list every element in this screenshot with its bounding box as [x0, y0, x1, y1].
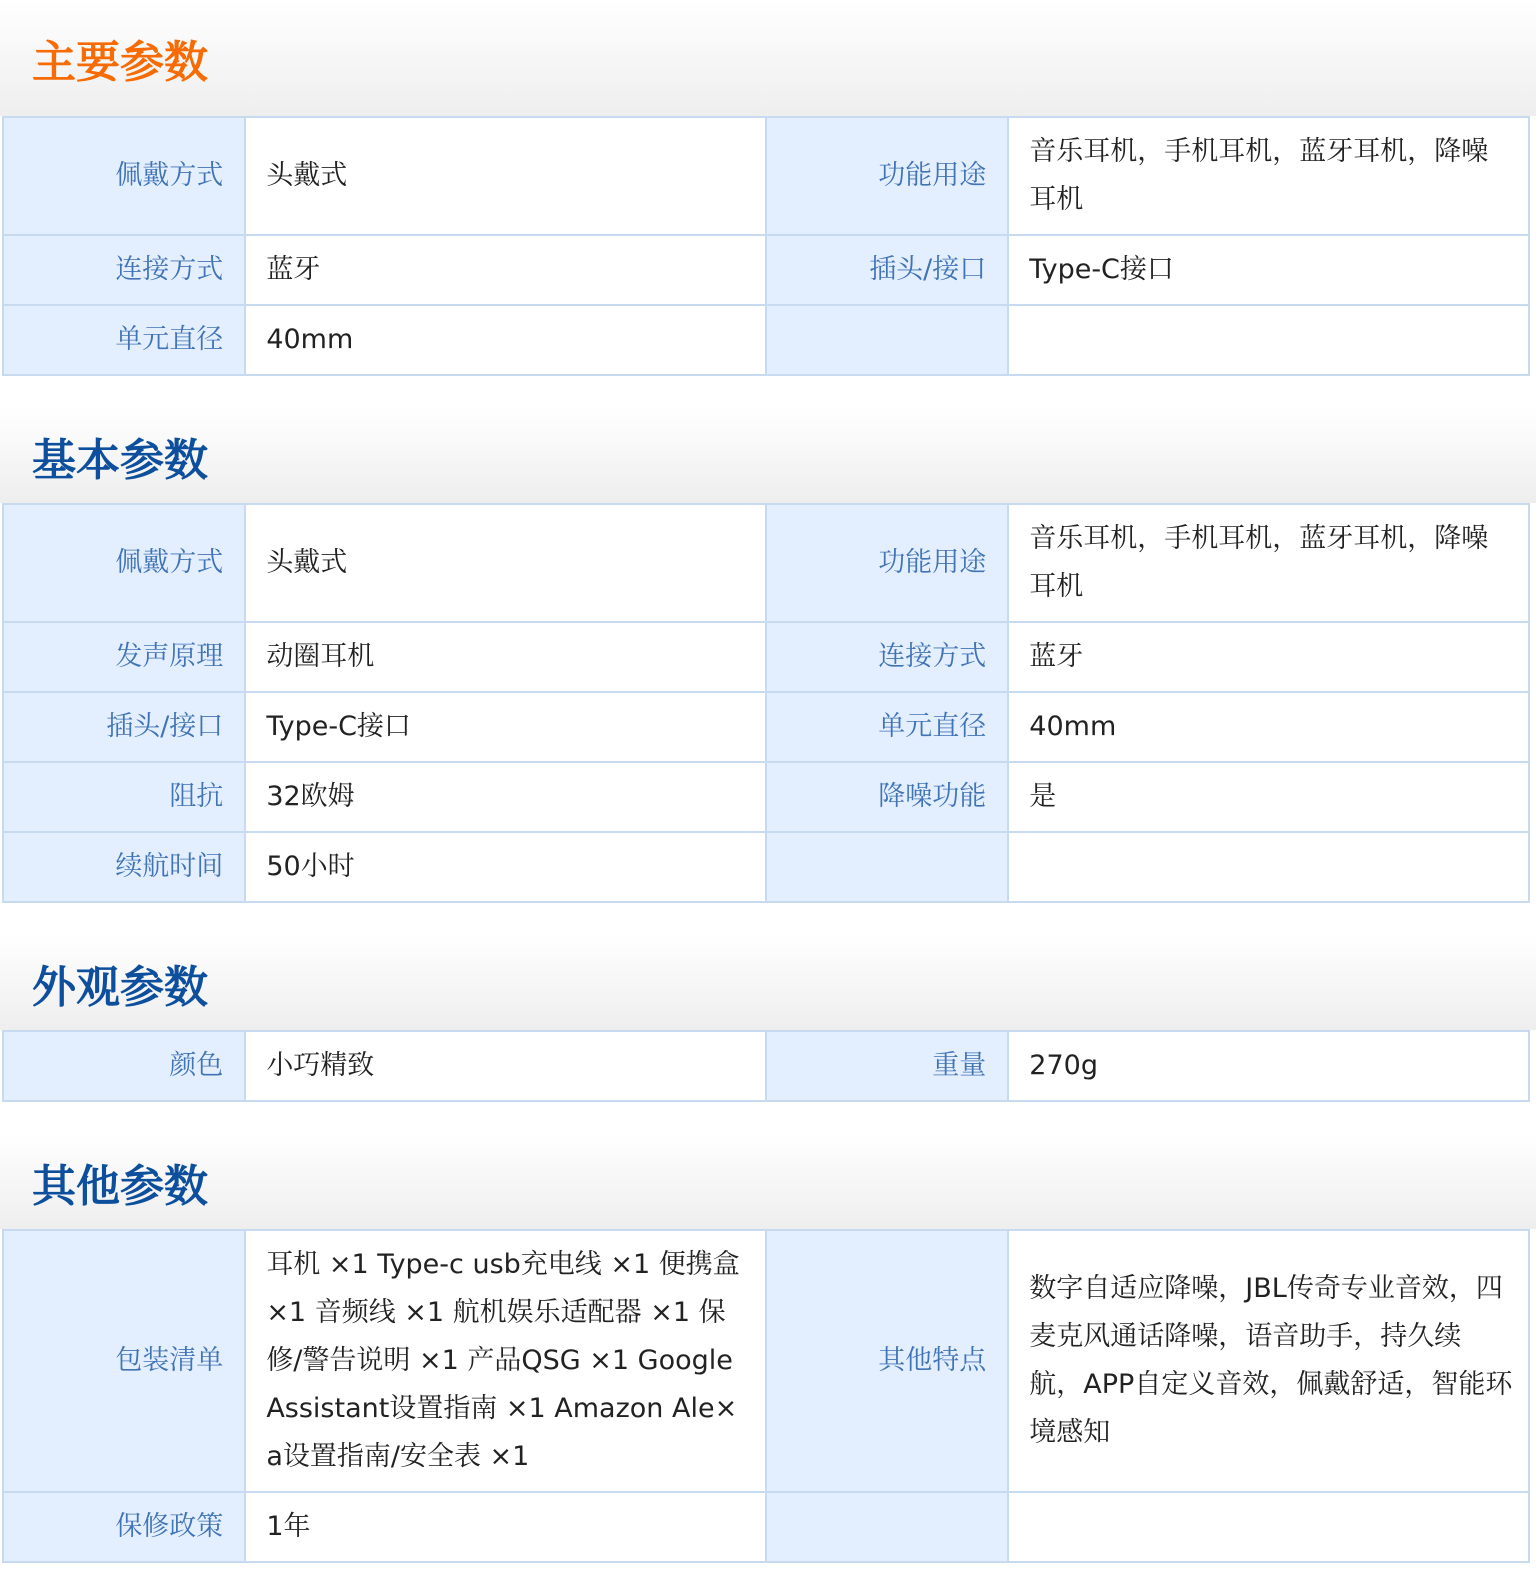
params-table-main: [2, 116, 1530, 376]
section-title-main: 主要参数: [0, 0, 1536, 116]
param-value: 蓝牙: [245, 235, 766, 305]
param-value: 小巧精致: [245, 1031, 766, 1101]
param-value: 耳机 ×1 Type-c usb充电线 ×1 便携盒 ×1 音频线 ×1 航机娱乐适配器 ×1 保修/警告说明 ×1 产品QSG ×1 Google Assistant设置指南 ×1 Amazon Ale×a设置指南/安全表 ×1: [245, 1230, 766, 1492]
param-label: 连接方式: [3, 235, 245, 305]
param-label: 连接方式: [766, 622, 1008, 692]
table-row: [3, 117, 1529, 235]
params-table-other: [2, 1229, 1530, 1563]
param-value: 音乐耳机，手机耳机，蓝牙耳机，降噪耳机: [1008, 504, 1529, 622]
param-label: 颜色: [3, 1031, 245, 1101]
param-value: Type-C接口: [245, 692, 766, 762]
param-label: 单元直径: [766, 692, 1008, 762]
table-row: [3, 235, 1529, 305]
param-label: 续航时间: [3, 832, 245, 902]
param-value: 50小时: [245, 832, 766, 902]
section-title-other: 其他参数: [0, 1134, 1536, 1229]
param-label: 降噪功能: [766, 762, 1008, 832]
param-label: 其他特点: [766, 1230, 1008, 1492]
params-table-basic: [2, 503, 1530, 903]
param-value-empty: [1008, 305, 1529, 375]
section-title-basic: 基本参数: [0, 408, 1536, 503]
param-value: 32欧姆: [245, 762, 766, 832]
table-row: [3, 762, 1529, 832]
param-value: 动圈耳机: [245, 622, 766, 692]
param-label: 功能用途: [766, 504, 1008, 622]
param-label: 保修政策: [3, 1492, 245, 1562]
param-label-empty: [766, 1492, 1008, 1562]
param-value: 40mm: [245, 305, 766, 375]
section-title-appearance: 外观参数: [0, 935, 1536, 1030]
table-row: [3, 305, 1529, 375]
param-label: 佩戴方式: [3, 117, 245, 235]
param-value: 270g: [1008, 1031, 1529, 1101]
param-label: 功能用途: [766, 117, 1008, 235]
param-value: 蓝牙: [1008, 622, 1529, 692]
param-label-empty: [766, 832, 1008, 902]
param-label: 发声原理: [3, 622, 245, 692]
param-value: 1年: [245, 1492, 766, 1562]
param-value: 40mm: [1008, 692, 1529, 762]
param-label: 单元直径: [3, 305, 245, 375]
param-value: 头戴式: [245, 504, 766, 622]
param-value: 是: [1008, 762, 1529, 832]
table-row: [3, 504, 1529, 622]
param-label-empty: [766, 305, 1008, 375]
param-label: 阻抗: [3, 762, 245, 832]
param-value: 数字自适应降噪，JBL传奇专业音效，四麦克风通话降噪，语音助手，持久续航，APP自定义音效，佩戴舒适，智能环境感知: [1008, 1230, 1529, 1492]
table-row: [3, 622, 1529, 692]
param-value-empty: [1008, 832, 1529, 902]
param-label: 插头/接口: [3, 692, 245, 762]
param-label: 插头/接口: [766, 235, 1008, 305]
table-row: [3, 832, 1529, 902]
param-value: Type-C接口: [1008, 235, 1529, 305]
table-row: [3, 1230, 1529, 1492]
param-value: 头戴式: [245, 117, 766, 235]
param-value: 音乐耳机，手机耳机，蓝牙耳机，降噪耳机: [1008, 117, 1529, 235]
param-label: 重量: [766, 1031, 1008, 1101]
table-row: [3, 1492, 1529, 1562]
param-label: 包装清单: [3, 1230, 245, 1492]
table-row: [3, 1031, 1529, 1101]
table-row: [3, 692, 1529, 762]
param-value-empty: [1008, 1492, 1529, 1562]
params-table-appearance: [2, 1030, 1530, 1102]
param-label: 佩戴方式: [3, 504, 245, 622]
